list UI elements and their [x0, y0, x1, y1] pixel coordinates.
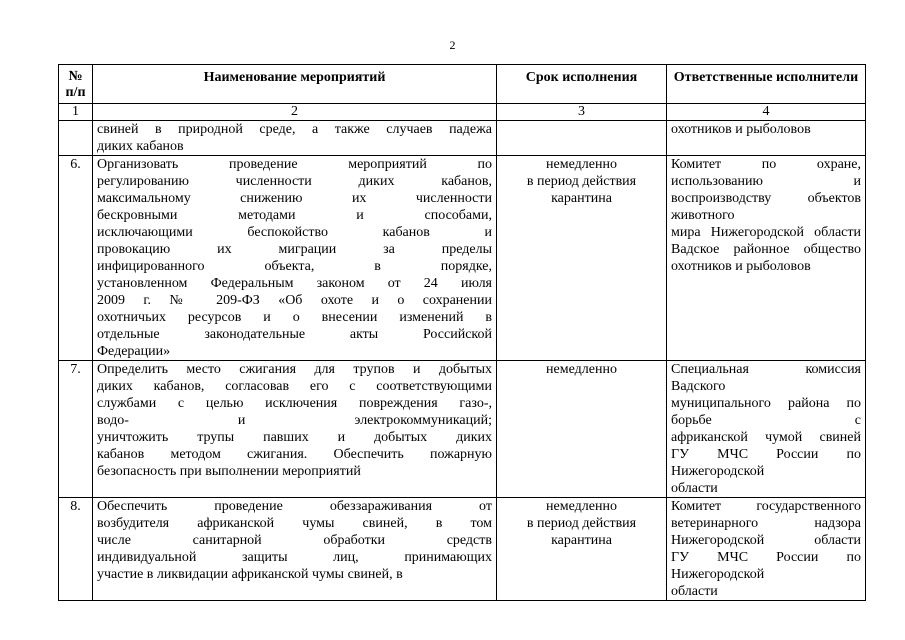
responsible-cell — [667, 156, 866, 361]
column-number: 3 — [497, 104, 667, 121]
action-cell-line: Определить место сжигания для трупов и добытых — [97, 362, 492, 377]
term-cell-line: немедленно — [546, 157, 617, 172]
action-cell-line: регулированию численности диких кабанов, — [97, 174, 492, 189]
responsible-cell-line: Вадское районное общество — [671, 242, 861, 257]
header-number — [59, 65, 93, 104]
term-cell-line: немедленно — [546, 499, 617, 514]
action-cell-line: участие в ликвидации африканской чумы свиней, в — [97, 567, 403, 582]
action-cell-line: уничтожить трупы павших и добытых диких — [97, 430, 492, 445]
action-cell — [93, 121, 497, 156]
action-cell-line: бескровными методами и способами, — [97, 208, 492, 223]
action-cell-line: провокацию их миграции за пределы — [97, 242, 492, 257]
action-cell-line: свиней в природной среде, а также случаев падежа — [97, 122, 492, 137]
responsible-cell-line: муниципального района по борьбе с — [671, 396, 861, 428]
responsible-cell-line: ГУ МЧС России по Нижегородской — [671, 447, 861, 479]
responsible-cell — [667, 361, 866, 498]
column-number-row — [59, 104, 866, 121]
responsible-cell-line: воспроизводству объектов животного — [671, 191, 861, 223]
header-name: Наименование мероприятий — [93, 65, 497, 104]
table-row — [59, 121, 866, 156]
responsible-cell — [667, 498, 866, 601]
responsible-cell-line: ГУ МЧС России по Нижегородской — [671, 550, 861, 582]
responsible-cell-line: африканской чумой свиней — [671, 430, 861, 445]
action-cell — [93, 361, 497, 498]
action-cell-line: отдельные законодательные акты Российской — [97, 327, 492, 342]
action-cell-line: Обеспечить проведение обеззараживания от — [97, 499, 492, 514]
row-number: 7. — [59, 361, 93, 498]
action-cell-line: безопасность при выполнении мероприятий — [97, 464, 361, 479]
action-cell-line: Организовать проведение мероприятий по — [97, 157, 492, 172]
term-cell-line: немедленно — [546, 362, 617, 377]
responsible-cell-line: мира Нижегородской области — [671, 225, 861, 240]
responsible-cell-line: области — [671, 584, 718, 599]
responsible-cell-line: Комитет государственного — [671, 499, 861, 514]
table-row — [59, 156, 866, 361]
responsible-cell-line: охотников и рыболовов — [671, 122, 811, 137]
action-cell-line: числе санитарной обработки средств — [97, 533, 492, 548]
term-cell — [497, 121, 667, 156]
header-number-line2: п/п — [65, 85, 86, 100]
row-number: 8. — [59, 498, 93, 601]
table-body — [59, 121, 866, 601]
term-cell — [497, 498, 667, 601]
action-cell-line: диких кабанов, согласовав его с соответствующими — [97, 379, 492, 394]
term-cell-line: в период действия — [526, 174, 637, 189]
action-cell-line: инфицированного объекта, в порядке, — [97, 259, 492, 274]
term-cell-line: карантина — [551, 533, 612, 548]
responsible-cell-line: Комитет по охране, использованию и — [671, 157, 861, 189]
header-row — [59, 65, 866, 104]
action-cell-line: водо- и электрокоммуникаций; — [97, 413, 492, 428]
term-cell — [497, 361, 667, 498]
column-number: 4 — [667, 104, 866, 121]
page-number: 2 — [449, 38, 456, 52]
table-row — [59, 498, 866, 601]
term-cell-line: карантина — [551, 191, 612, 206]
action-cell-line: возбудителя африканской чумы свиней, в том — [97, 516, 492, 531]
column-number: 1 — [59, 104, 93, 121]
action-cell-line: индивидуальной защиты лиц, принимающих — [97, 550, 492, 565]
responsible-cell-line: ветеринарного надзора — [671, 516, 861, 531]
responsible-cell-line: охотников и рыболовов — [671, 259, 811, 274]
responsible-cell-line: области — [671, 481, 718, 496]
action-cell-line: диких кабанов — [97, 139, 184, 154]
responsible-cell-line: Специальная комиссия Вадского — [671, 362, 861, 394]
action-cell-line: максимальному снижению их численности — [97, 191, 492, 206]
action-cell-line: 2009 г. № 209-ФЗ «Об охоте и о сохранении — [97, 293, 492, 308]
action-cell — [93, 156, 497, 361]
action-cell-line: охотничьих ресурсов и о внесении изменений в — [97, 310, 492, 325]
action-cell-line: службами с целью исключения повреждения газо-, — [97, 396, 492, 411]
row-number: 6. — [59, 156, 93, 361]
action-cell-line: установленном Федеральным законом от 24 июля — [97, 276, 492, 291]
header-responsible: Ответственные исполнители — [667, 65, 866, 104]
column-number: 2 — [93, 104, 497, 121]
row-number — [59, 121, 93, 156]
term-cell-line: в период действия — [526, 516, 637, 531]
term-cell — [497, 156, 667, 361]
activities-table — [58, 64, 866, 601]
header-number-line1: № — [68, 69, 83, 84]
action-cell-line: исключающими беспокойство кабанов и — [97, 225, 492, 240]
action-cell-line: кабанов методом сжигания. Обеспечить пожарную — [97, 447, 492, 462]
responsible-cell-line: Нижегородской области — [671, 533, 861, 548]
table-row — [59, 361, 866, 498]
action-cell — [93, 498, 497, 601]
action-cell-line: Федерации» — [97, 344, 171, 359]
responsible-cell — [667, 121, 866, 156]
header-term: Срок исполнения — [497, 65, 667, 104]
